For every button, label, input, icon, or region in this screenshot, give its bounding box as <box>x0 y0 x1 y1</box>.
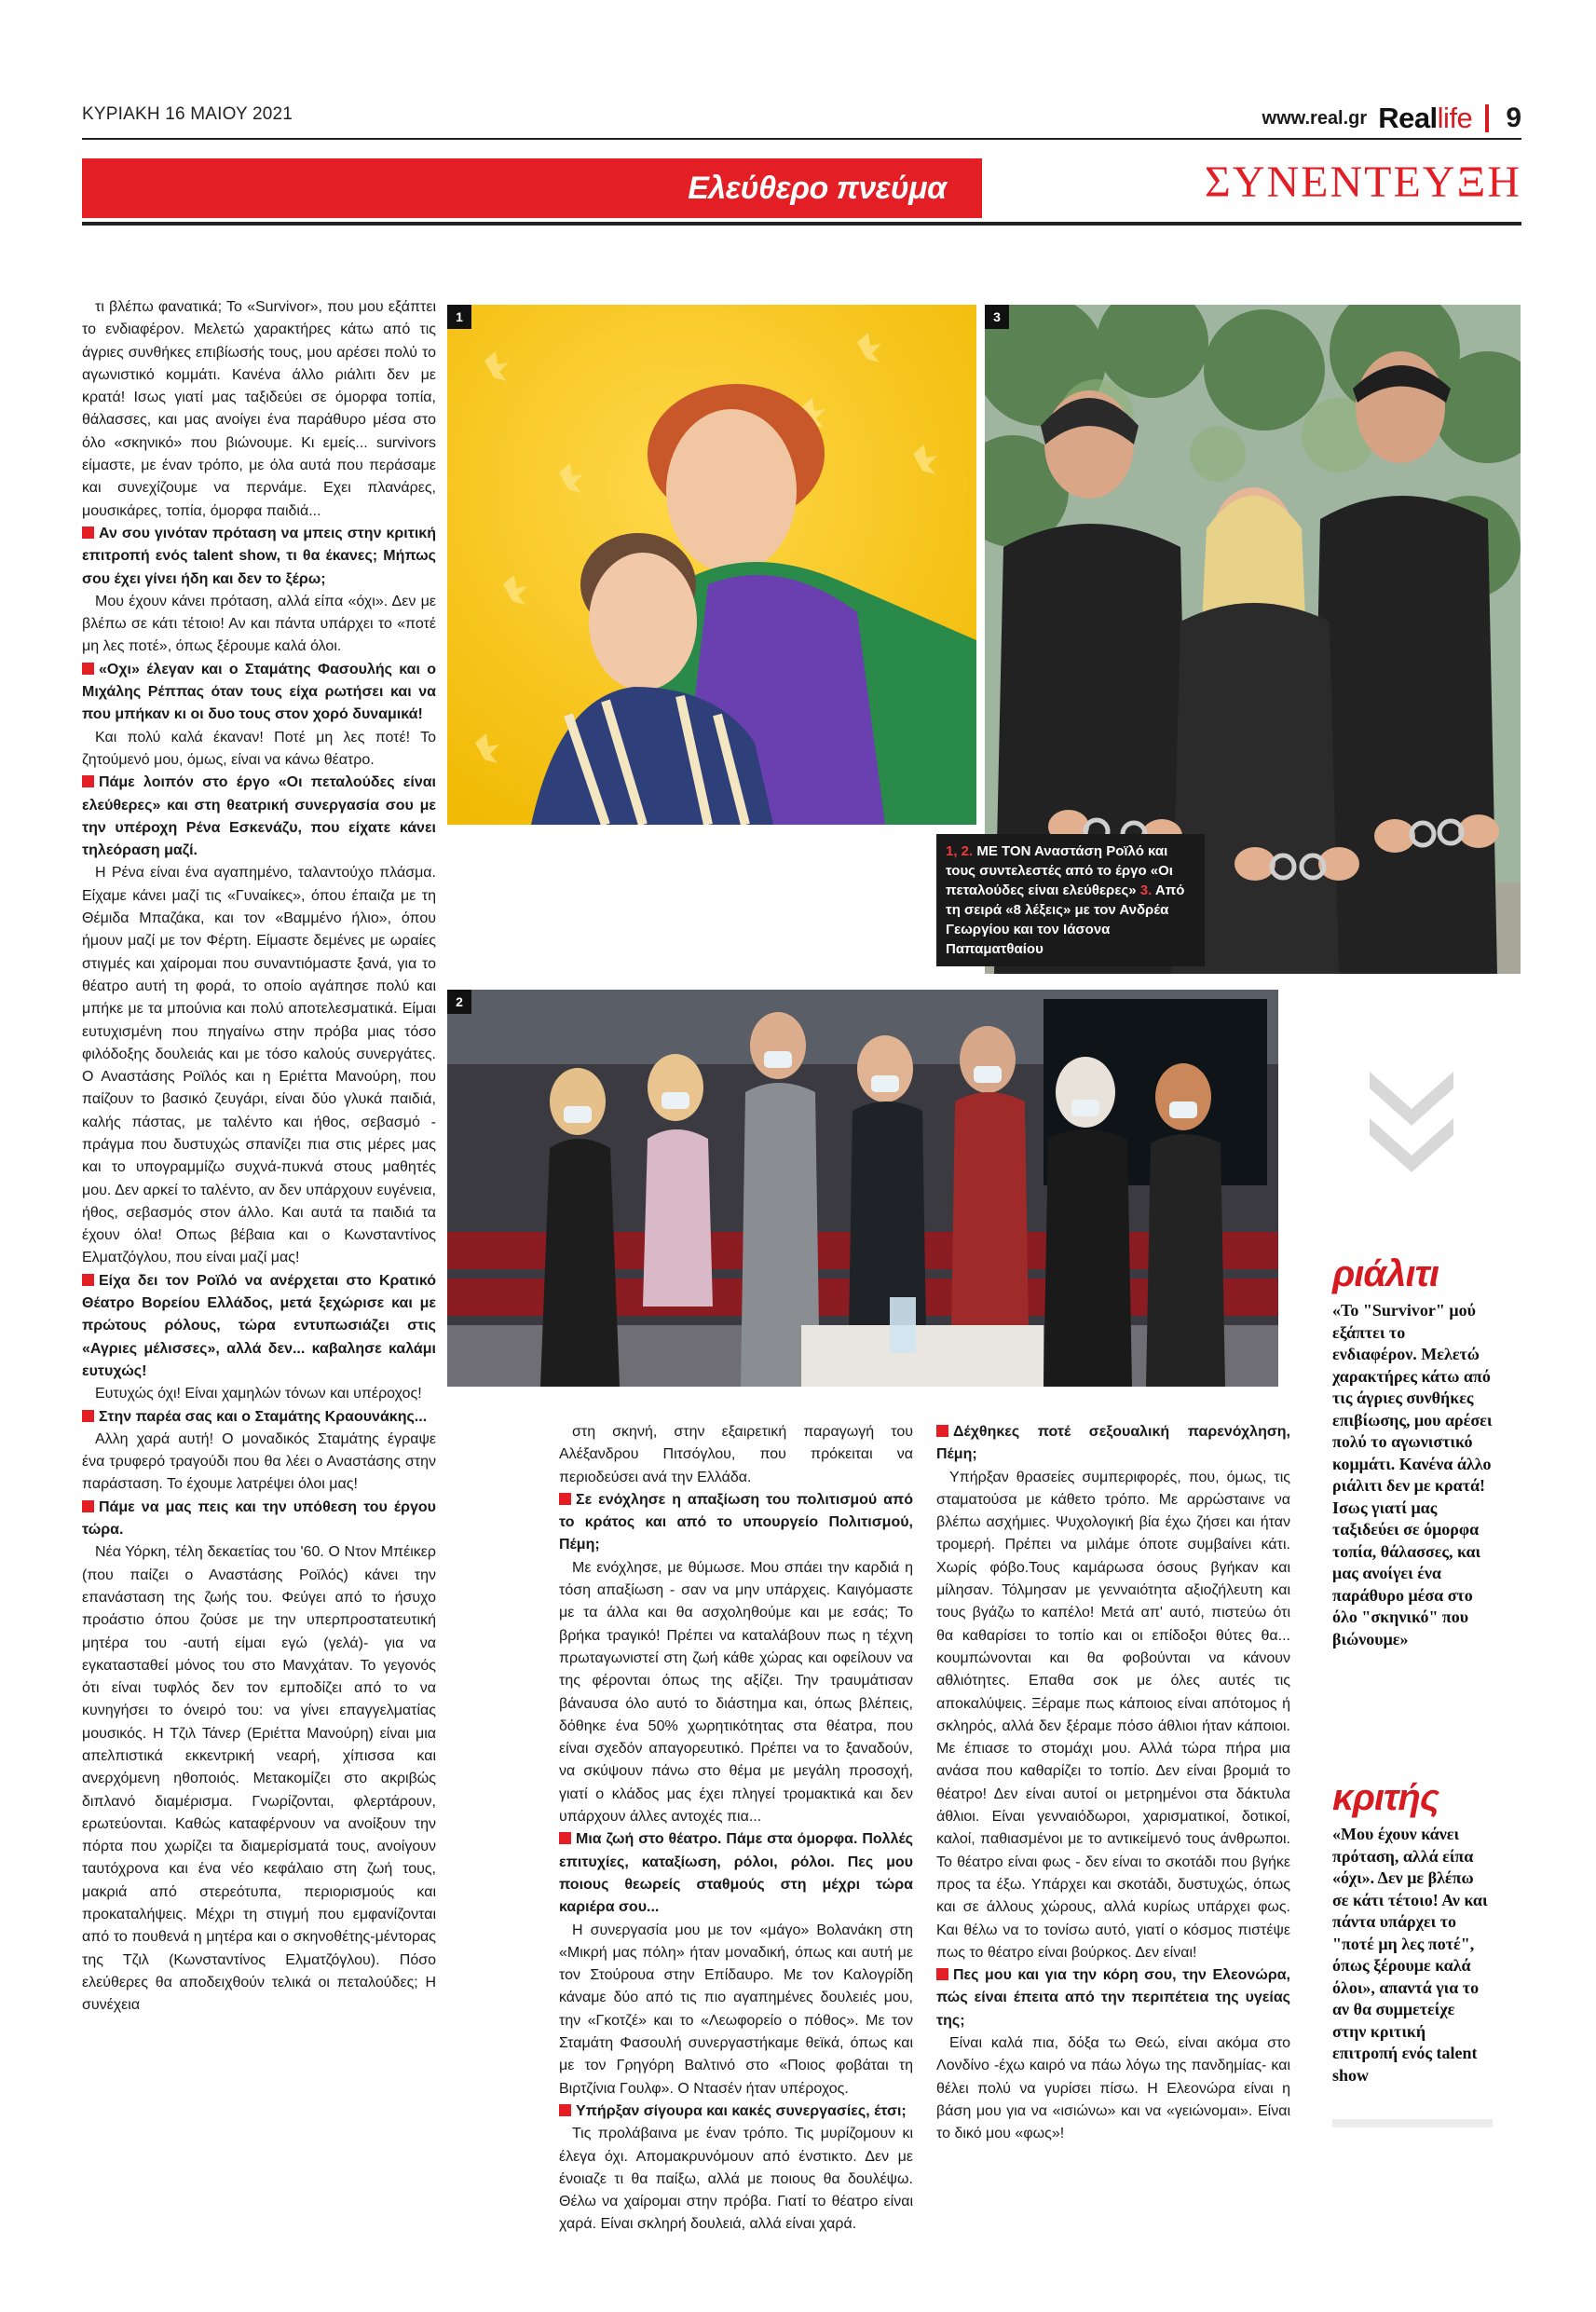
caption-number: 3. <box>1139 882 1153 898</box>
photo-1 <box>447 305 976 825</box>
interview-answer: στη σκηνή, στην εξαιρετική παραγωγή του Αλέξανδρου Πιτσόγλου, που πρόκειται να περιοδεύσει ανά την Ελλάδα. <box>559 1424 913 1485</box>
interview-question: Μια ζωή στο θέατρο. Πάμε στα όμορφα. Πολλές επιτυχίες, καταξίωση, ρόλοι, ρόλοι. Πες μου ποιους θεωρείς σταθμούς στη μέχρι τώρα καριέρα σου... <box>559 1828 913 1919</box>
pullquote-title: ριάλιτι <box>1332 1253 1439 1294</box>
photo-caption <box>936 834 1205 966</box>
interview-answer: Η Ρένα είναι ένα αγαπημένο, ταλαντούχο πλάσμα. Είχαμε κάνει μαζί τις «Γυναίκες», όπου έπαιζα με τη Θέμιδα Μπαζάκα, και τον «Βαμμένο ήλιο», όπου ήμουν μαζί με τον Φέρτη. Είμαστε δεμένες με ωραίες στιγμές και χαίρομαι που συναντιόμαστε ξανά, για το θέατρο αυτή τη φορά, το οποίο αγάπησε πολύ και μπήκε με τα μπούνια και πολύ αποτελεσματικά. Είμαι ευτυχισμένη που πηγαίνω στην πρόβα μιας τόσο φιλόδοξης δουλειάς και με τόσο καλούς συνεργάτες. Ο Αναστάσης Ροϊλός και η Εριέττα Μανούρη, που παίζουν το βασικό ζευγάρι, είναι δύο γλυκά παιδιά, καλής πάστας, με ταλέντο και ήθος, σεβασμό - πράγμα που δυστυχώς σπανίζει πια στις μέρες μας και το υπογραμμίζω συχνά-πυκνά στους μαθητές μου. Δεν αρκεί το ταλέντο, αν δεν υπάρχουν ευγένεια, ήθος, σεβασμός στον άλλο. Και αυτά τα παιδιά τα έχουν όλα! Οπως βέβαια και ο Κωνσταντίνος Ελματζόγλου, που είναι μαζί μας! <box>82 865 436 1266</box>
interview-question: Είχα δει τον Ροϊλό να ανέρχεται στο Κρατικό Θέατρο Βορείου Ελλάδος, μετά ξεχώρισε και με πρώτους ρόλους, τώρα εντυπωσιάζει στις «Αγριες μέλισσες», αλλά δεν... καβαλησε καλάμι ευτυχώς! <box>82 1270 436 1383</box>
interview-answer: Ευτυχώς όχι! Είναι χαμηλών τόνων και υπέροχος! <box>95 1386 422 1402</box>
interview-answer: τι βλέπω φανατικά; Το «Survivor», που μου εξάπτει το ενδιαφέρον. Μελετώ χαρακτήρες κάτω από τις άγριες συνθήκες επιβίωσής τους, μου αρέσει πολύ το αγωνιστικό κομμάτι. Κανένα άλλο ριάλιτι δεν με κρατά! Ισως γιατί μας ταξιδεύει σε όμορφα τοπία, θάλασσες, και μας ανοίγει ένα παράθυρο μέσα στο όλο «σκηνικό» που βιώνουμε. Κι εμείς... survivors είμαστε, με έναν τρόπο, με όλα αυτά που περάσαμε και συνεχίζουμε να περνάμε. Εχει πλανάρες, μουσικάρες, τοπία, όμορφα παιδιά... <box>82 299 436 519</box>
band-rule <box>82 222 1521 226</box>
category-title: ΣΥΝΕΝΤΕΥΞΗ <box>1204 157 1521 207</box>
interview-question: Δέχθηκες ποτέ σεξουαλική παρενόχληση, Πέμη; <box>936 1421 1290 1467</box>
brand-logo: Reallife <box>1378 102 1473 134</box>
section-title: Ελεύθερο πνεύμα <box>688 170 947 206</box>
interview-question: Πάμε λοιπόν στο έργο «Οι πεταλούδες είναι ελεύθερες» και στη θεατρική συνεργασία σου με την υπέροχη Ρένα Εσκενάζυ, που είχατε κάνει τηλεόραση μαζί. <box>82 772 436 862</box>
photo-number: 3 <box>985 305 1009 329</box>
article-column-3 <box>936 1421 1290 2146</box>
pullquote-text: «Το "Survivor" μού εξάπτει το ενδιαφέρον. Μελετώ χαρακτήρες κάτω από τις άγριες συνθήκες επιβίωσης, μου αρέσει πολύ το αγωνιστικό κομμάτι. Κανένα άλλο ριάλιτι δεν με κρατά! Ισως γιατί μας ταξιδεύει σε όμορφα τοπία, θάλασσες, και μας ανοίγει ένα παράθυρο μέσα στο όλο "σκηνικό" που βιώνουμε» <box>1332 1301 1493 1648</box>
sidebar-rule <box>1332 2119 1493 2127</box>
interview-question: Πάμε να μας πεις και την υπόθεση του έργου τώρα. <box>82 1497 436 1542</box>
article-column-1 <box>82 296 436 2018</box>
caption-text: Από τη σειρά «8 λέξεις» με τον Ανδρέα Γεωργίου και τον Ιάσονα Παπαματθαίου <box>946 882 1185 957</box>
photo-2 <box>447 990 1278 1387</box>
photo-number: 2 <box>447 990 471 1014</box>
caption-number: 1, 2. <box>946 843 974 859</box>
photo-number: 1 <box>447 305 471 329</box>
pullquote-title: κριτής <box>1332 1777 1439 1818</box>
interview-answer: Η συνεργασία μου με τον «μάγο» Βολανάκη στη «Μικρή μας πόλη» ήταν μοναδική, όπως και αυτή με τον Στούρουα στην Επίδαυρο. Με τον Καλογρίδη κάναμε δύο από τις πιο αγαπημένες δουλειές μου, την «Γκοτζέ» και το «Λεωφορείο ο πόθος». Με τον Σταμάτη Φασουλή συνεργαστήκαμε θεϊκά, όπως και με τον Γρηγόρη Βαλτινό στο «Ποιος φοβάται τη Βιρτζίνια Γουλφ». Ο Ντασέν ήταν υπέροχος. <box>559 1922 913 2097</box>
chevron-down-icon <box>1370 1072 1453 1174</box>
header-divider <box>1485 104 1489 132</box>
interview-question: Σε ενόχλησε η απαξίωση του πολιτισμού από το κράτος και από το υπουργείο Πολιτισμού, Πέμη; <box>559 1489 913 1557</box>
interview-question: Υπήρξαν σίγουρα και κακές συνεργασίες, έτσι; <box>559 2100 913 2123</box>
interview-answer: Υπήρξαν θρασείες συμπεριφορές, που, όμως, τις σταματούσα με κάθετο τρόπο. Με αρρώσταινε να βλέπω ασχήμιες. Ψυχολογική βία έχω ζήσει και ήταν τρομερή. Πρέπει να μιλάμε όποτε συμβαίνει κάτι. Χωρίς φόβο.Τους καμάρωσα όσους βγήκαν και μίλησαν. Τόλμησαν με γενναιότητα αξιοζήλευτη και τους βγάζω το καπέλο! Μετά απ' αυτό, πιστεύω ότι θα καθαρίσει το τοπίο και οι επίδοξοι θύτες θα... κουμπώνονται και θα φοβούνται να κάνουν αθλιότητες. Επαθα σοκ με όλες αυτές τις αποκαλύψεις. Ξέραμε πως κάποιος είναι απότομος ή σκληρός, αλλά δεν ξέραμε πόσο άθλιοι ήταν κάποιοι. Με έπιασε το στομάχι μου. Αλλά τώρα πήρα μια ανάσα που καθαρίζει το τοπίο. Δεν είναι βρομιά το θέατρο! Δεν είναι αυτοί οι μετρημένοι στα δάκτυλα άθλιοι. Είναι γενναιόδωροι, χαρισματικοί, δοτικοί, καλοί, παθιασμένοι με το αντικείμενό τους άνθρωποι. Το θέατρο είναι φως - δεν είναι το σκοτάδι που βγήκε προς τα έξω. Υπάρχει και σκοτάδι, δυστυχώς, όπως και σε άλλους χώρους, αλλά κυρίως υπάρχει φως. Και θέλω να το τονίσω αυτό, γιατί ο κόσμος πιστέψε πως το θέατρο είναι βούρκος. Δεν είναι! <box>936 1469 1290 1961</box>
masthead <box>1262 103 1521 134</box>
issue-date: ΚΥΡΙΑΚΗ 16 ΜΑΙΟΥ 2021 <box>82 104 293 124</box>
pullquote-text: «Μου έχουν κάνει πρόταση, αλλά είπα «όχι». Δεν με βλέπω σε κάτι τέτοιο! Αν και πάντα υπάρχει το "ποτέ μη λες ποτέ", όπως ξέρουμε καλά όλοι», απαντά για το αν θα συμμετείχε στην κριτική επιτροπή ενός talent show <box>1332 1825 1488 2085</box>
website-url: www.real.gr <box>1262 107 1368 129</box>
interview-answer: Τις προλάβαινα με έναν τρόπο. Τις μυρίζομουν κι έλεγα όχι. Απομακρυνόμουν από ένστικτο. Δεν με ένοιαζε τι θα παίξω, αλλά με ποιους θα δουλέψω. Θέλω να χαίρομαι στην πρόβα. Γιατί το θέατρο είναι χαρά. Είναι σκληρή δουλειά, αλλά είναι χαρά. <box>559 2126 913 2233</box>
interview-answer: Είναι καλά πια, δόξα τω Θεώ, είναι ακόμα στο Λονδίνο -έχω καιρό να πάω λόγω της πανδημίας- και θέλει πολύ να γυρίσει πίσω. Η Ελεονώρα είναι η βάση μου για να «ισιώνω» και να «γειώνομαι». Είναι το δικό μου «φως»! <box>936 2035 1290 2142</box>
interview-answer: Και πολύ καλά έκαναν! Ποτέ μη λες ποτέ! Το ζητούμενό μου, όμως, είναι να κάνω θέατρο. <box>82 729 436 768</box>
page-number: 9 <box>1506 103 1521 133</box>
interview-question: Στην παρέα σας και ο Σταμάτης Κραουνάκης... <box>82 1406 436 1429</box>
pullquote-critic <box>1332 1777 1493 2086</box>
interview-answer: Νέα Υόρκη, τέλη δεκαετίας του '60. Ο Ντον Μπέικερ (που παίζει ο Αναστάσης Ροϊλός) κάνει την επανάσταση της ζωής του. Φεύγει από το ήσυχο προάστιο όπου ζούσε με την υπερπροστατευτική μητέρα του -αυτή είμαι εγώ (γελά)- για να εγκατασταθεί μόνος του στο Μανχάταν. Το γεγονός ότι είναι τυφλός δεν τον εμποδίζει από το να κυνηγήσει το όνειρό του: να γίνει επαγγελματίας μουσικός. Η Τζιλ Τάνερ (Εριέττα Μανούρη) είναι μια απελπιστικά εκκεντρική νεαρή, χίπισσα και ανερχόμενη ηθοποιός. Μετακομίζει στο ακριβώς διπλανό διαμέρισμα. Γνωρίζονται, φλερτάρουν, ερωτεύονται. Καθώς καταφέρνουν να ανοίξουν την πόρτα που χωρίζει τα διαμερίσματά τους, ανοίγουν ταυτόχρονα και ένα νέο κεφάλαιο στη ζωή τους, μακριά από στερεότυπα, περιορισμούς και προκαταλήψεις. Μέχρι τη στιγμή που εμφανίζονται από το πουθενά η μητέρα και ο σκηνοθέτης-μέντορας της Τζιλ (Κωνσταντίνος Ελματζόγλου). Πόσο ελεύθερες θα αποδειχθούν τελικά οι πεταλούδες; Η συνέχεια <box>82 1544 436 2014</box>
interview-answer: Αλλη χαρά αυτή! Ο μοναδικός Σταμάτης έγραψε ένα τρυφερό τραγούδι που θα λέει ο Αναστάσης στην παράσταση. Το έχουμε λατρέψει όλοι μας! <box>82 1430 436 1493</box>
interview-question: «Οχι» έλεγαν και ο Σταμάτης Φασουλής και ο Μιχάλης Ρέππας όταν τους είχα ρωτήσει και να που μπήκαν κι οι δυο τους στον χορό δυναμικά! <box>82 659 436 727</box>
interview-question: Πες μου και για την κόρη σου, την Ελεονώρα, πώς είναι έπειτα από την περιπέτεια της υγείας της; <box>936 1964 1290 2032</box>
interview-answer: Με ενόχλησε, με θύμωσε. Μου σπάει την καρδιά η τόση απαξίωση - σαν να μην υπάρχεις. Καιγόμαστε με τα άλλα και θα ασχοληθούμε και με εσάς; Το βρήκα τραγικό! Πρέπει να καταλάβουν πως η τέχνη πρωταγωνιστεί στη ζωή κάθε χώρας και οφείλουν να της φέρονται όπως της αξίζει. Την τραυμάτισαν βάναυσα όλο αυτό το διάστημα και, όπως βλέπεις, δόθηκε ένα 50% χωρητικότητας στα θέατρα, που είναι σχεδόν απαγορευτικό. Πρέπει να το ξαναδούν, να σκύψουν πάνω στο θέμα με μεγάλη προσοχή, γιατί ο κλάδος μας έχει πληγεί τρομακτικά και δεν υπάρχουν άλλες αντοχές πια... <box>559 1559 913 1826</box>
interview-question: Αν σου γινόταν πρόταση να μπεις στην κριτική επιτροπή ενός talent show, τι θα έκανες; Μήπως σου έχει γίνει ήδη και δεν το ξέρω; <box>82 523 436 591</box>
caption-text: ΜΕ ΤΟΝ Αναστάση Ροϊλό και τους συντελεστές από το έργο «Οι πεταλούδες είναι ελεύθερες» <box>946 843 1173 898</box>
header-rule <box>82 138 1521 140</box>
pullquote-reality <box>1332 1253 1493 1650</box>
article-column-2 <box>559 1421 913 2237</box>
interview-answer: Μου έχουν κάνει πρόταση, αλλά είπα «όχι». Δεν με βλέπω σε κάτι τέτοιο! Αν και πάντα υπάρχει το «ποτέ μη λες ποτέ», όπως ξέρουμε καλά όλοι. <box>82 593 436 655</box>
